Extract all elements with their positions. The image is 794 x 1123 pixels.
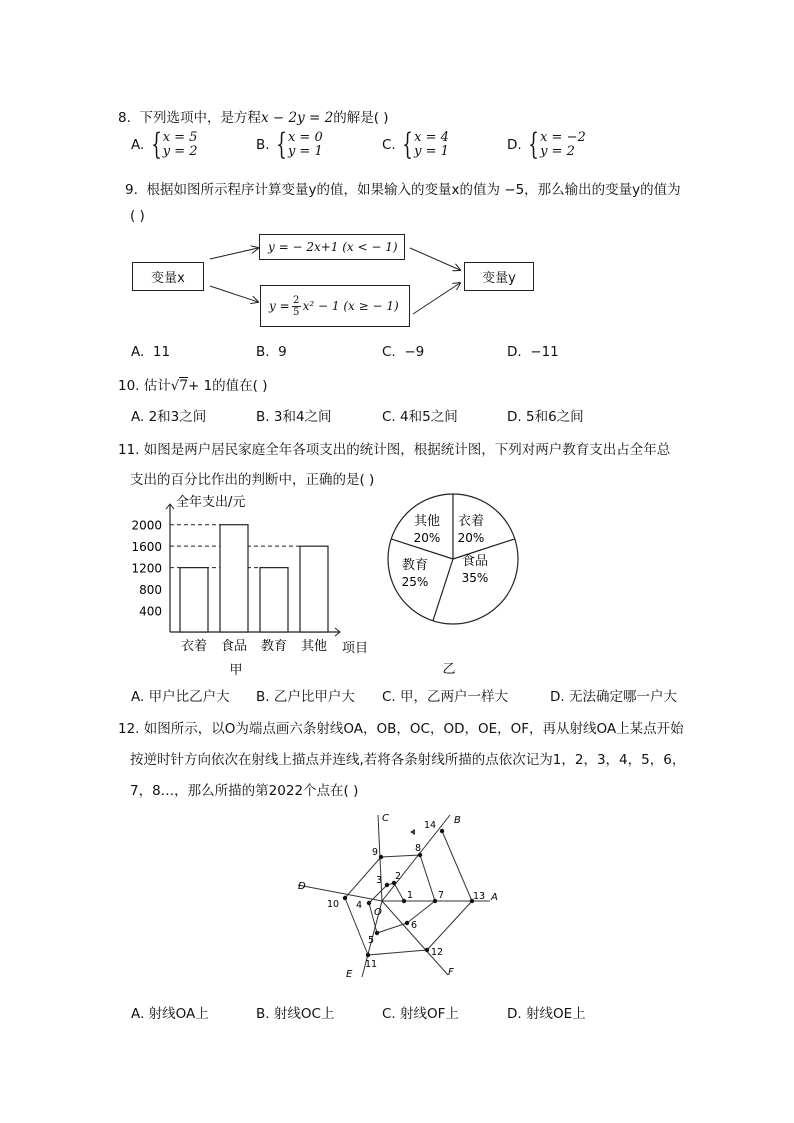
input-box: 变量x: [132, 262, 204, 291]
q8-text-pre: 下列选项中，是方程: [139, 110, 261, 126]
q10-option-d[interactable]: [507, 405, 584, 425]
q11-charts: [0, 490, 794, 680]
path-segment: [427, 901, 472, 950]
point-label-14: 14: [424, 820, 437, 831]
y-tick-label: 1200: [131, 561, 162, 576]
option-text: 乙户比甲户大: [273, 689, 355, 705]
fraction-denominator: 5: [292, 306, 300, 318]
option-label: A.: [131, 689, 145, 705]
q8-option-d[interactable]: D. { x = −2 y = 2: [507, 127, 586, 162]
eq-line: x = −2: [540, 130, 586, 145]
option-label: B.: [256, 137, 270, 153]
q10-text-post: + 1的值在( ): [187, 378, 268, 394]
slice-percent: 20%: [413, 531, 441, 545]
q9-option-a[interactable]: [131, 344, 170, 360]
chart-title: 全年支出/元: [176, 495, 246, 510]
point-5: [375, 931, 379, 935]
path-segment: [377, 923, 407, 933]
q11-text: 如图是两户居民家庭全年各项支出的统计图，根据统计图，下列对两户教育支出占全年总: [143, 442, 671, 458]
q12-ray-figure: [290, 805, 500, 985]
option-label: D.: [507, 344, 522, 360]
y-tick-label: 400: [139, 604, 162, 619]
point-7: [433, 899, 437, 903]
option-text: 11: [152, 344, 171, 360]
slice-label: 教育: [401, 558, 429, 573]
ray-OD: [298, 885, 382, 901]
q11-option-d[interactable]: [550, 685, 677, 705]
arrow-bottom-output: [413, 283, 460, 314]
y-tick-label: 2000: [131, 518, 162, 533]
slice-percent: 35%: [461, 571, 489, 585]
option-text: 甲，乙两户一样大: [400, 689, 509, 705]
point-11: [366, 953, 370, 957]
option-label: D.: [507, 1006, 522, 1022]
q11-stem-line2: 支出的百分比作出的判断中，正确的是( ): [130, 472, 375, 488]
eq-line: y = 1: [414, 144, 449, 159]
point-label-7: 7: [438, 890, 445, 901]
ray-label-E: E: [346, 969, 353, 980]
point-1: [402, 899, 406, 903]
option-text: 5和6之间: [525, 409, 584, 425]
q10-option-b[interactable]: [256, 405, 332, 425]
q12-option-b[interactable]: [256, 1002, 334, 1022]
option-text: 甲户比乙户大: [148, 689, 230, 705]
q11-stem-line1: [118, 438, 670, 458]
option-label: C.: [382, 409, 396, 425]
bottom-formula-box: [260, 285, 410, 327]
bar-教育: [260, 568, 288, 632]
ray-OB: [382, 815, 450, 901]
option-label: A.: [131, 1006, 145, 1022]
slice-label: 其他: [413, 514, 441, 529]
eq-line: y = 2: [162, 144, 198, 159]
point-6: [405, 921, 409, 925]
q12-number: 12.: [118, 721, 140, 737]
point-label-6: 6: [411, 920, 418, 931]
point-label-11: 11: [365, 959, 378, 970]
q12-option-c[interactable]: [382, 1002, 459, 1022]
q9-stem-line2: ( ): [130, 208, 145, 224]
q10-option-a[interactable]: [131, 405, 206, 425]
eq-line: x = 5: [162, 130, 198, 145]
slice-label: 食品: [461, 554, 489, 569]
option-text: 4和5之间: [400, 409, 458, 425]
direction-arrow: [410, 829, 415, 835]
option-text: 3和4之间: [273, 409, 332, 425]
q9-option-b[interactable]: [256, 344, 287, 360]
ray-label-C: C: [382, 813, 389, 824]
path-segment: [394, 883, 404, 901]
option-label: A.: [131, 137, 145, 153]
formula-part: y =: [269, 299, 290, 313]
center-label-O: O: [374, 907, 382, 918]
point-label-2: 2: [395, 871, 402, 882]
option-label: C.: [382, 344, 396, 360]
option-label: B.: [256, 689, 270, 705]
point-label-3: 3: [376, 875, 383, 886]
point-4: [367, 901, 371, 905]
q12-option-d[interactable]: [507, 1002, 586, 1022]
q9-number: 9.: [125, 182, 138, 198]
slice-label: 衣着: [457, 514, 485, 529]
point-12: [425, 948, 429, 952]
q12-stem-line3: 7，8…，那么所描的第2022个点在( ): [130, 783, 359, 799]
y-tick-label: 1600: [131, 540, 162, 555]
q10-number: 10.: [118, 378, 140, 394]
q9-option-c[interactable]: [382, 344, 424, 360]
eq-line: x = 4: [414, 130, 449, 145]
point-label-10: 10: [327, 899, 340, 910]
option-text: 射线OE上: [525, 1006, 586, 1022]
radical-sign: √: [170, 378, 180, 394]
q8-number: 8.: [118, 110, 131, 126]
point-label-13: 13: [473, 891, 486, 902]
path-segment: [381, 855, 420, 857]
point-10: [343, 896, 347, 900]
q11-number: 11.: [118, 442, 140, 458]
option-label: B.: [256, 409, 270, 425]
x-axis-label: 项目: [342, 641, 369, 656]
x-tick-label: 衣着: [180, 639, 208, 654]
q12-stem-line1: [118, 717, 684, 737]
q10-text-pre: 估计: [143, 378, 171, 394]
point-3: [385, 883, 389, 887]
arrow-input-bottom: [210, 286, 258, 302]
eq-line: y = 2: [540, 144, 575, 159]
fraction-numerator: 2: [292, 294, 300, 306]
x-tick-label: 教育: [260, 639, 288, 654]
q8-text-post: 的解是( ): [333, 110, 389, 126]
ray-label-F: F: [448, 967, 454, 978]
q11-option-c[interactable]: [382, 685, 508, 705]
path-segment: [442, 831, 472, 901]
chart-caption: 乙: [442, 662, 456, 677]
point-label-1: 1: [407, 890, 414, 901]
point-label-8: 8: [415, 843, 422, 854]
q10-stem: [118, 374, 268, 394]
option-label: D.: [550, 689, 565, 705]
ray-label-B: B: [454, 815, 461, 826]
q12-option-a[interactable]: [131, 1002, 209, 1022]
point-label-5: 5: [368, 935, 375, 946]
path-segment: [368, 950, 427, 955]
arrow-input-top: [210, 248, 258, 259]
bar-食品: [220, 525, 248, 632]
option-label: C.: [382, 137, 396, 153]
option-text: 射线OA上: [148, 1006, 209, 1022]
q12-text: 如图所示，以O为端点画六条射线OA，OB，OC，OD，OE，OF，再从射线OA上某点开始: [143, 721, 684, 737]
option-text: −9: [404, 344, 425, 360]
option-text: 9: [278, 344, 287, 360]
eq-line: x = 0: [287, 130, 323, 145]
option-text: 射线OC上: [273, 1006, 335, 1022]
chart-caption: 甲: [229, 663, 243, 678]
option-text: 射线OF上: [400, 1006, 459, 1022]
q8-equation: x − 2y = 2: [260, 110, 334, 126]
q11-option-b[interactable]: [256, 685, 355, 705]
option-label: A.: [131, 344, 145, 360]
formula-part: x² − 1 (x ≥ − 1): [302, 299, 399, 313]
q9-option-d[interactable]: [507, 344, 559, 360]
slice-percent: 20%: [457, 531, 485, 545]
q10-option-c[interactable]: [382, 405, 458, 425]
option-label: C.: [382, 689, 396, 705]
option-label: D.: [507, 409, 522, 425]
x-tick-label: 其他: [300, 639, 328, 654]
output-box: 变量y: [464, 262, 534, 291]
option-label: A.: [131, 409, 145, 425]
option-text: −11: [530, 344, 559, 360]
fraction: [292, 295, 301, 318]
point-9: [379, 855, 383, 859]
x-tick-label: 食品: [220, 639, 248, 654]
slice-percent: 25%: [401, 575, 429, 589]
bar-其他: [300, 546, 328, 632]
pie-chart: [388, 494, 518, 677]
q12-stem-line2: 按逆时针方向依次在射线上描点并连线,若将各条射线所描的点依次记为1，2，3，4，5，6，: [130, 752, 686, 768]
option-label: B.: [256, 344, 270, 360]
option-text: 无法确定哪一户大: [568, 689, 677, 705]
q8-option-b[interactable]: B. { x = 0 y = 1: [256, 127, 323, 162]
path-segment: [420, 855, 435, 901]
point-label-4: 4: [356, 900, 363, 911]
bar-衣着: [180, 568, 208, 632]
top-formula-box: y = − 2x+1 (x < − 1): [259, 234, 405, 260]
bar-chart: [131, 494, 368, 678]
radicand: 7: [179, 378, 188, 394]
option-label: C.: [382, 1006, 396, 1022]
q9-text: 根据如图所示程序计算变量y的值，如果输入的变量x的值为 −5，那么输出的变量y的值为: [146, 182, 681, 198]
y-tick-label: 800: [139, 583, 162, 598]
option-text: 2和3之间: [148, 409, 207, 425]
q8-option-c[interactable]: C. { x = 4 y = 1: [382, 127, 449, 162]
option-label: D.: [507, 137, 522, 153]
q8-option-a[interactable]: A. { x = 5 y = 2: [131, 127, 198, 162]
point-label-9: 9: [372, 847, 379, 858]
ray-label-D: D: [298, 881, 306, 892]
eq-line: y = 1: [287, 144, 323, 159]
ray-label-A: A: [491, 892, 498, 903]
point-label-12: 12: [431, 947, 444, 958]
point-14: [440, 829, 444, 833]
arrow-top-output: [410, 248, 460, 270]
q11-option-a[interactable]: [131, 685, 230, 705]
option-label: B.: [256, 1006, 270, 1022]
